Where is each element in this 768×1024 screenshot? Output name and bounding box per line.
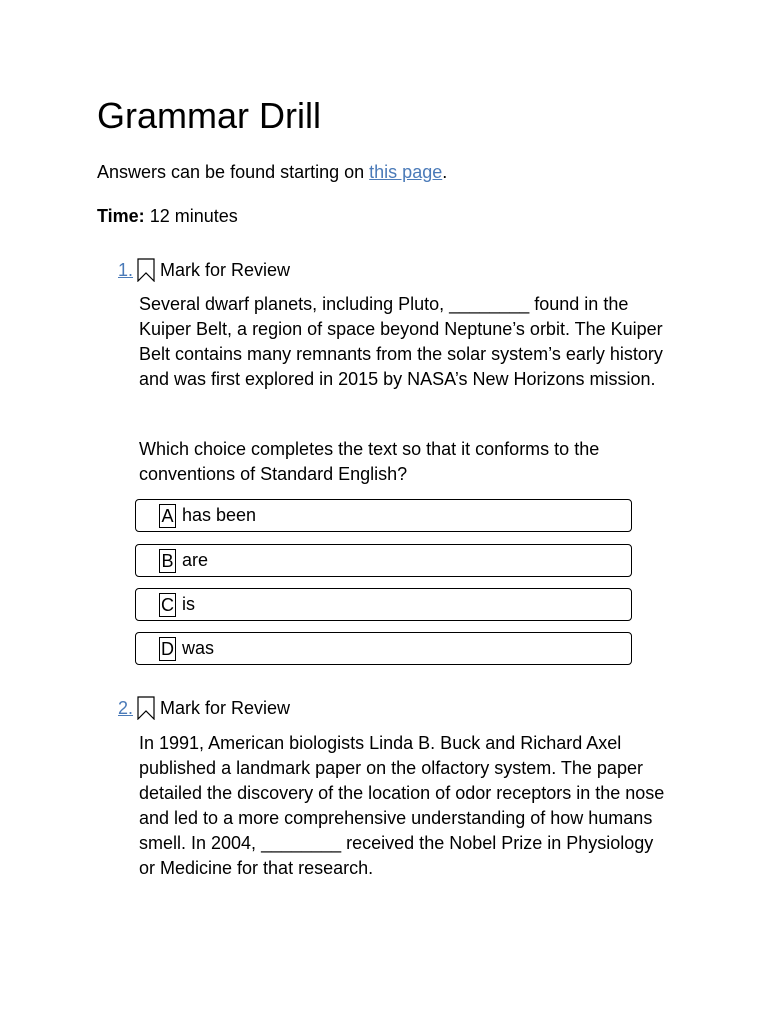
bookmark-icon[interactable] [136, 258, 156, 282]
time-label: Time: [97, 206, 145, 226]
choice-letter-d: D [161, 638, 174, 659]
question-1-passage: Several dwarf planets, including Pluto, ________ found in the Kuiper Belt, a region of space beyond Neptune’s orbit. The Kuiper Belt contains many remnants from the solar system’s early history and was first explored in 2015 by NASA’s New Horizons mission. [139, 294, 663, 389]
time-info [97, 204, 238, 228]
answer-choice-b[interactable] [135, 544, 632, 577]
answer-choice-c[interactable] [135, 588, 632, 621]
choice-text-d: was [182, 638, 215, 658]
question-1-prompt: Which choice completes the text so that it conforms to the conventions of Standard English? [139, 439, 600, 484]
answers-link[interactable]: this page [369, 162, 443, 182]
page-title: Grammar Drill [97, 95, 321, 136]
choice-letter-c: C [161, 594, 174, 615]
question-2-header [118, 696, 290, 720]
choice-text-c: is [182, 594, 195, 614]
question-1-header [118, 258, 290, 282]
bookmark-icon[interactable] [136, 696, 156, 720]
intro-suffix: . [442, 162, 448, 182]
mark-for-review-label[interactable]: Mark for Review [160, 698, 291, 718]
question-1-number-link[interactable]: 1. [118, 260, 134, 280]
answer-choice-a[interactable] [135, 499, 632, 532]
answer-choice-d[interactable] [135, 632, 632, 665]
mark-for-review-label[interactable]: Mark for Review [160, 260, 291, 280]
choice-letter-b: B [159, 549, 176, 573]
intro-text [97, 160, 447, 184]
choice-text-a: has been [182, 505, 257, 525]
intro-prefix: Answers can be found starting on [97, 162, 370, 182]
choice-letter-a: A [159, 504, 176, 528]
question-2-number-link[interactable]: 2. [118, 698, 134, 718]
choice-text-b: are [182, 550, 209, 570]
question-2-passage: In 1991, American biologists Linda B. Buck and Richard Axel published a landmark paper on the olfactory system. The paper detailed the discovery of the location of odor receptors in the nose and led to a more comprehensive understanding of how humans smell. In 2004, ________ received the Nobel Prize in Physiology or Medicine for that research. [139, 733, 665, 878]
time-value: 12 minutes [144, 206, 238, 226]
